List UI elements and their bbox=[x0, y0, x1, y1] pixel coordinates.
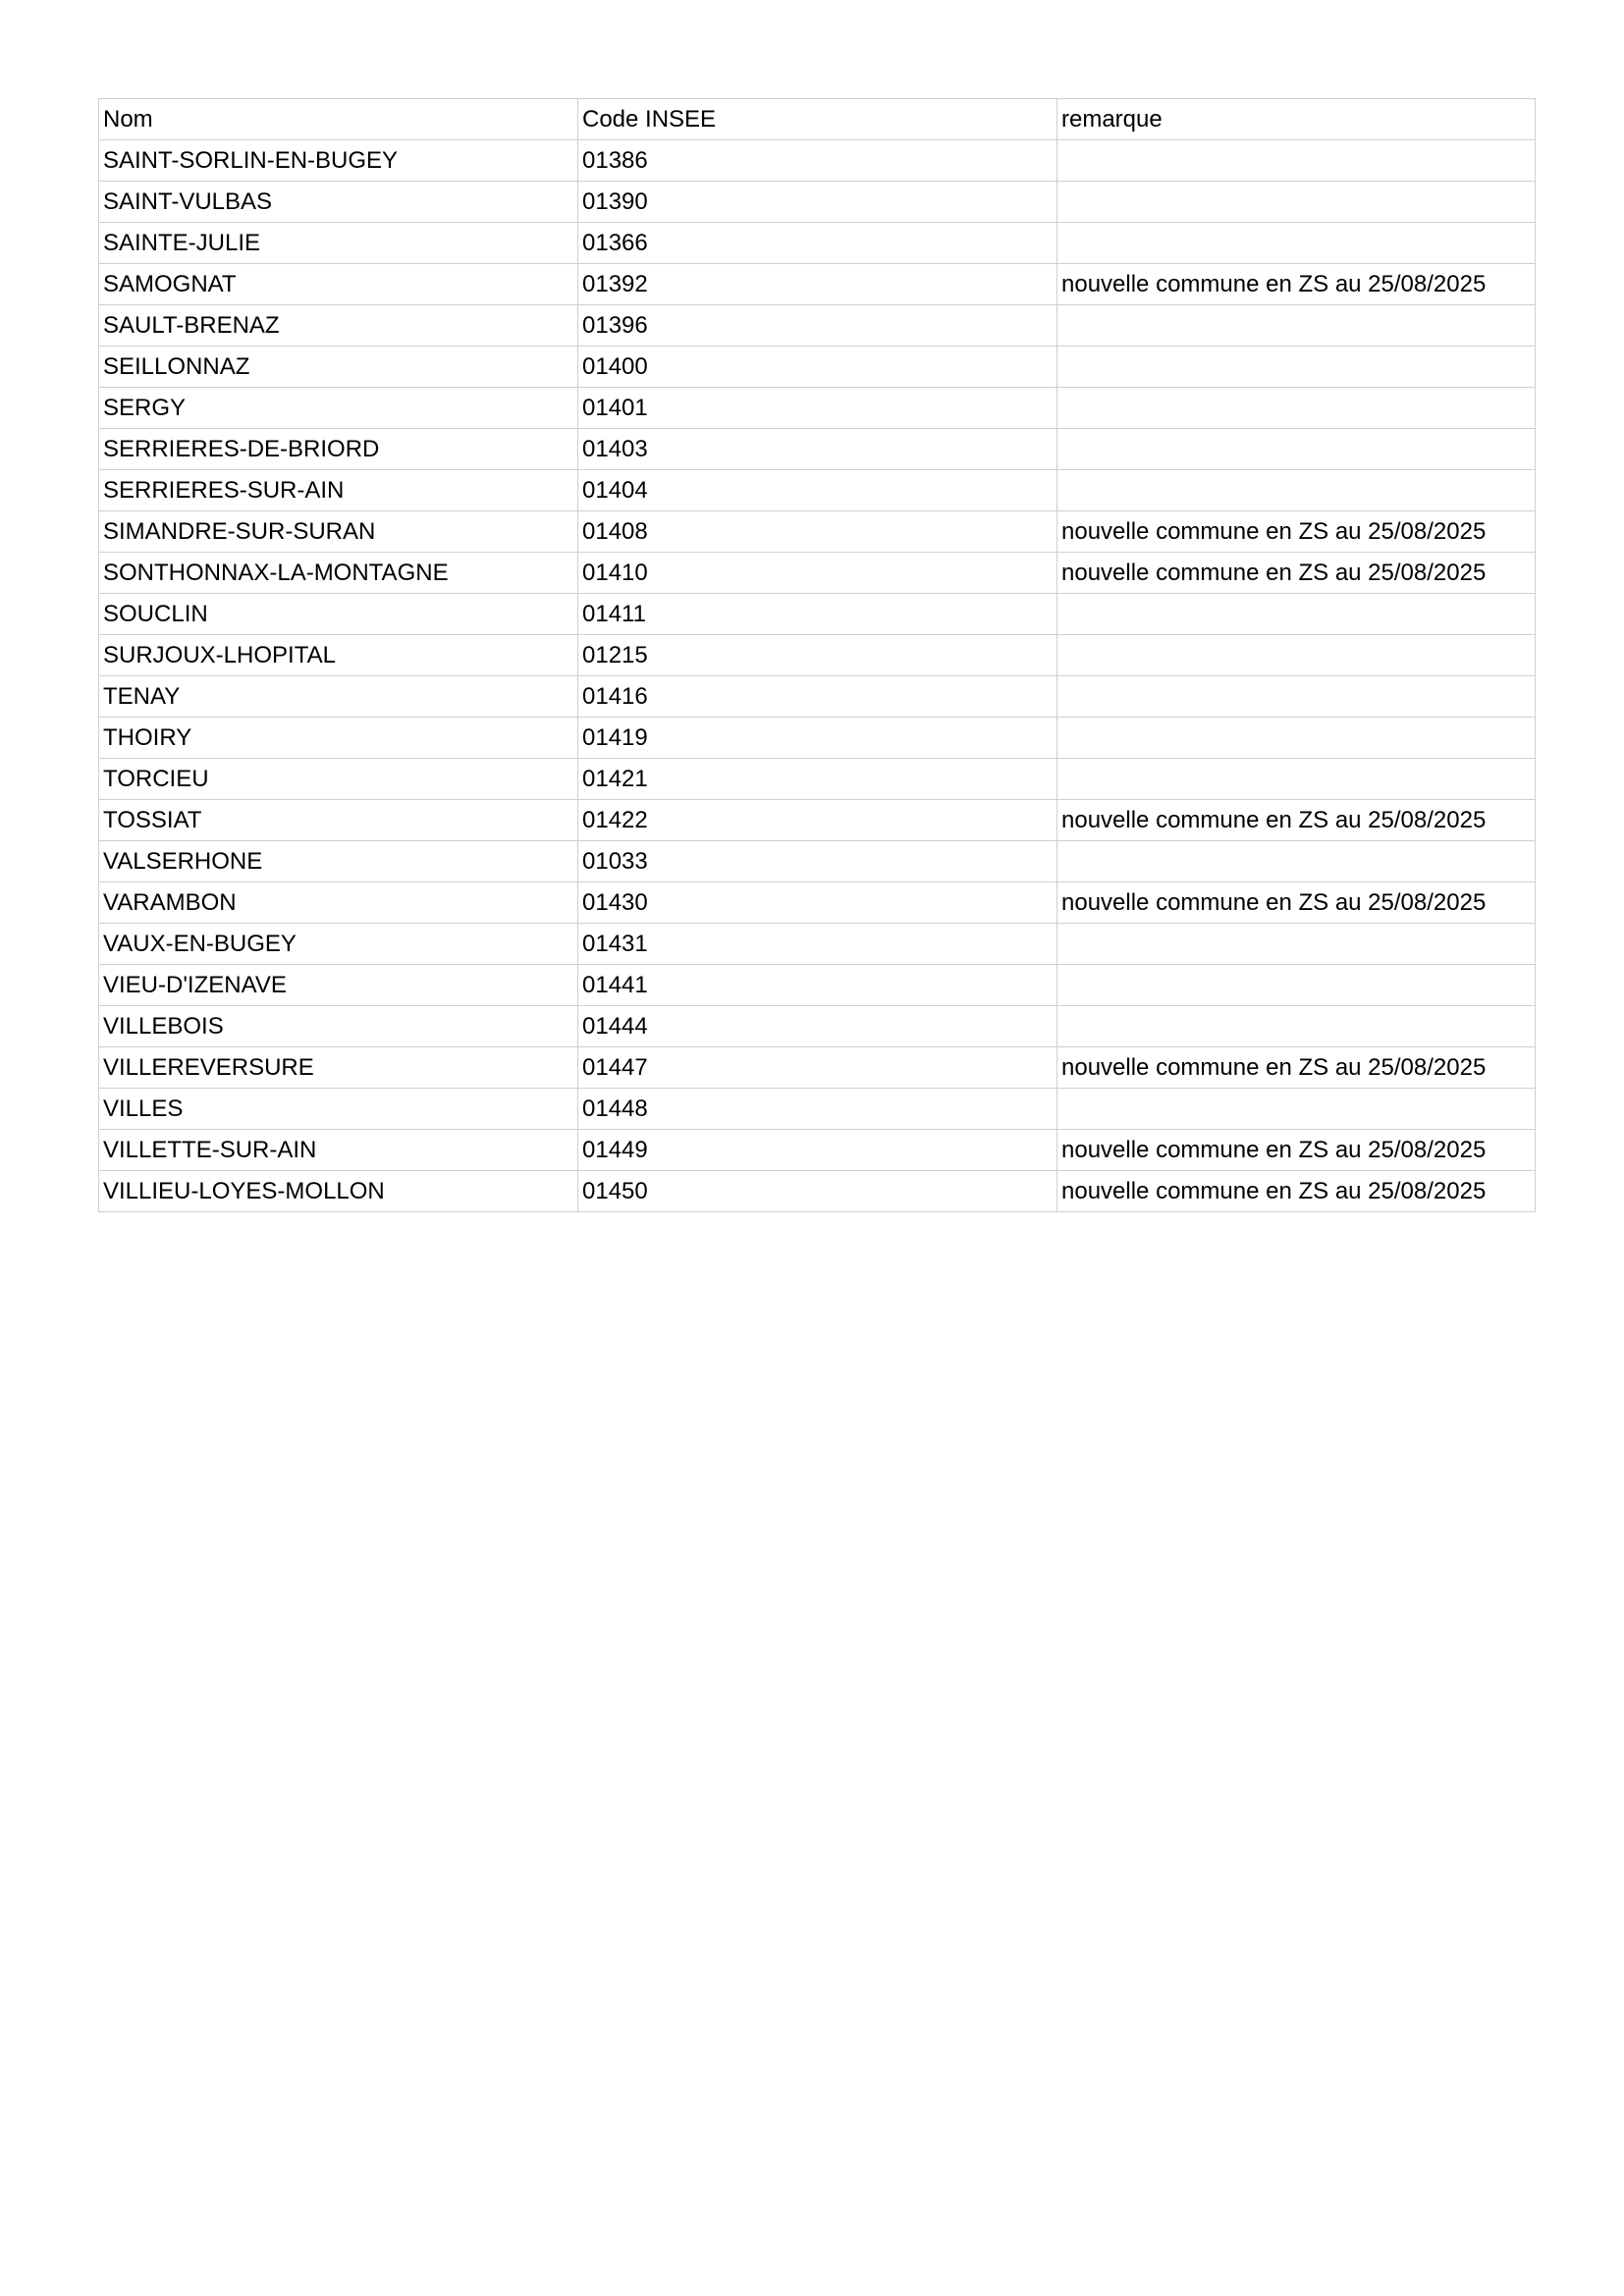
cell-remarque bbox=[1057, 429, 1536, 470]
cell-code-insee: 01404 bbox=[578, 470, 1057, 511]
cell-nom: SERGY bbox=[99, 388, 578, 429]
cell-nom: SEILLONNAZ bbox=[99, 347, 578, 388]
cell-remarque bbox=[1057, 924, 1536, 965]
table-row bbox=[99, 305, 1536, 347]
cell-nom: VAUX-EN-BUGEY bbox=[99, 924, 578, 965]
cell-code-insee: 01033 bbox=[578, 841, 1057, 882]
cell-nom: VILLETTE-SUR-AIN bbox=[99, 1130, 578, 1171]
table-row bbox=[99, 347, 1536, 388]
cell-remarque bbox=[1057, 182, 1536, 223]
cell-remarque: nouvelle commune en ZS au 25/08/2025 bbox=[1057, 264, 1536, 305]
table-row bbox=[99, 800, 1536, 841]
table-body bbox=[99, 99, 1536, 1212]
table-row bbox=[99, 223, 1536, 264]
cell-remarque: nouvelle commune en ZS au 25/08/2025 bbox=[1057, 1047, 1536, 1089]
cell-remarque: nouvelle commune en ZS au 25/08/2025 bbox=[1057, 511, 1536, 553]
cell-code-insee: 01422 bbox=[578, 800, 1057, 841]
cell-code-insee: 01411 bbox=[578, 594, 1057, 635]
table-row bbox=[99, 841, 1536, 882]
table-row bbox=[99, 182, 1536, 223]
cell-remarque bbox=[1057, 635, 1536, 676]
table-row bbox=[99, 635, 1536, 676]
cell-nom: VIEU-D'IZENAVE bbox=[99, 965, 578, 1006]
table-row bbox=[99, 1089, 1536, 1130]
cell-nom: TENAY bbox=[99, 676, 578, 718]
cell-code-insee: 01401 bbox=[578, 388, 1057, 429]
cell-code-insee: 01386 bbox=[578, 140, 1057, 182]
cell-code-insee: 01408 bbox=[578, 511, 1057, 553]
header-nom: Nom bbox=[99, 99, 578, 140]
table-row bbox=[99, 924, 1536, 965]
cell-remarque bbox=[1057, 305, 1536, 347]
cell-nom: VILLEBOIS bbox=[99, 1006, 578, 1047]
table-row bbox=[99, 388, 1536, 429]
cell-remarque bbox=[1057, 1089, 1536, 1130]
table-row bbox=[99, 140, 1536, 182]
header-code-insee: Code INSEE bbox=[578, 99, 1057, 140]
cell-code-insee: 01403 bbox=[578, 429, 1057, 470]
cell-remarque: nouvelle commune en ZS au 25/08/2025 bbox=[1057, 882, 1536, 924]
cell-code-insee: 01431 bbox=[578, 924, 1057, 965]
cell-remarque bbox=[1057, 347, 1536, 388]
cell-code-insee: 01392 bbox=[578, 264, 1057, 305]
table-row bbox=[99, 882, 1536, 924]
cell-remarque bbox=[1057, 388, 1536, 429]
cell-nom: VILLIEU-LOYES-MOLLON bbox=[99, 1171, 578, 1212]
cell-remarque bbox=[1057, 676, 1536, 718]
cell-remarque bbox=[1057, 841, 1536, 882]
table-row bbox=[99, 1006, 1536, 1047]
cell-remarque bbox=[1057, 718, 1536, 759]
cell-remarque: nouvelle commune en ZS au 25/08/2025 bbox=[1057, 553, 1536, 594]
cell-remarque bbox=[1057, 140, 1536, 182]
cell-remarque bbox=[1057, 594, 1536, 635]
cell-remarque: nouvelle commune en ZS au 25/08/2025 bbox=[1057, 800, 1536, 841]
cell-code-insee: 01396 bbox=[578, 305, 1057, 347]
cell-nom: SAMOGNAT bbox=[99, 264, 578, 305]
cell-code-insee: 01419 bbox=[578, 718, 1057, 759]
table-row bbox=[99, 718, 1536, 759]
cell-nom: VARAMBON bbox=[99, 882, 578, 924]
cell-remarque bbox=[1057, 965, 1536, 1006]
cell-nom: THOIRY bbox=[99, 718, 578, 759]
cell-nom: VILLEREVERSURE bbox=[99, 1047, 578, 1089]
table-row bbox=[99, 264, 1536, 305]
cell-nom: SERRIERES-SUR-AIN bbox=[99, 470, 578, 511]
cell-code-insee: 01416 bbox=[578, 676, 1057, 718]
cell-nom: SAINTE-JULIE bbox=[99, 223, 578, 264]
cell-remarque bbox=[1057, 223, 1536, 264]
table-row bbox=[99, 429, 1536, 470]
cell-remarque bbox=[1057, 759, 1536, 800]
table-row bbox=[99, 759, 1536, 800]
cell-code-insee: 01441 bbox=[578, 965, 1057, 1006]
cell-nom: TOSSIAT bbox=[99, 800, 578, 841]
table-row bbox=[99, 1171, 1536, 1212]
table-row bbox=[99, 965, 1536, 1006]
table-row bbox=[99, 511, 1536, 553]
cell-code-insee: 01366 bbox=[578, 223, 1057, 264]
cell-code-insee: 01400 bbox=[578, 347, 1057, 388]
cell-nom: VALSERHONE bbox=[99, 841, 578, 882]
table-row bbox=[99, 1047, 1536, 1089]
header-remarque: remarque bbox=[1057, 99, 1536, 140]
cell-nom: VILLES bbox=[99, 1089, 578, 1130]
cell-nom: SOUCLIN bbox=[99, 594, 578, 635]
table-row bbox=[99, 676, 1536, 718]
cell-code-insee: 01390 bbox=[578, 182, 1057, 223]
cell-code-insee: 01450 bbox=[578, 1171, 1057, 1212]
communes-table bbox=[98, 98, 1536, 1212]
cell-code-insee: 01447 bbox=[578, 1047, 1057, 1089]
cell-code-insee: 01448 bbox=[578, 1089, 1057, 1130]
cell-nom: SAINT-SORLIN-EN-BUGEY bbox=[99, 140, 578, 182]
cell-nom: SURJOUX-LHOPITAL bbox=[99, 635, 578, 676]
cell-nom: SAINT-VULBAS bbox=[99, 182, 578, 223]
cell-nom: SIMANDRE-SUR-SURAN bbox=[99, 511, 578, 553]
cell-remarque: nouvelle commune en ZS au 25/08/2025 bbox=[1057, 1130, 1536, 1171]
table-header-row bbox=[99, 99, 1536, 140]
cell-remarque bbox=[1057, 1006, 1536, 1047]
table-row bbox=[99, 1130, 1536, 1171]
table-row bbox=[99, 594, 1536, 635]
table-row bbox=[99, 470, 1536, 511]
cell-code-insee: 01430 bbox=[578, 882, 1057, 924]
table-row bbox=[99, 553, 1536, 594]
cell-nom: SAULT-BRENAZ bbox=[99, 305, 578, 347]
cell-code-insee: 01449 bbox=[578, 1130, 1057, 1171]
cell-code-insee: 01444 bbox=[578, 1006, 1057, 1047]
cell-remarque bbox=[1057, 470, 1536, 511]
cell-nom: TORCIEU bbox=[99, 759, 578, 800]
cell-remarque: nouvelle commune en ZS au 25/08/2025 bbox=[1057, 1171, 1536, 1212]
cell-code-insee: 01410 bbox=[578, 553, 1057, 594]
cell-nom: SERRIERES-DE-BRIORD bbox=[99, 429, 578, 470]
cell-code-insee: 01215 bbox=[578, 635, 1057, 676]
cell-code-insee: 01421 bbox=[578, 759, 1057, 800]
cell-nom: SONTHONNAX-LA-MONTAGNE bbox=[99, 553, 578, 594]
